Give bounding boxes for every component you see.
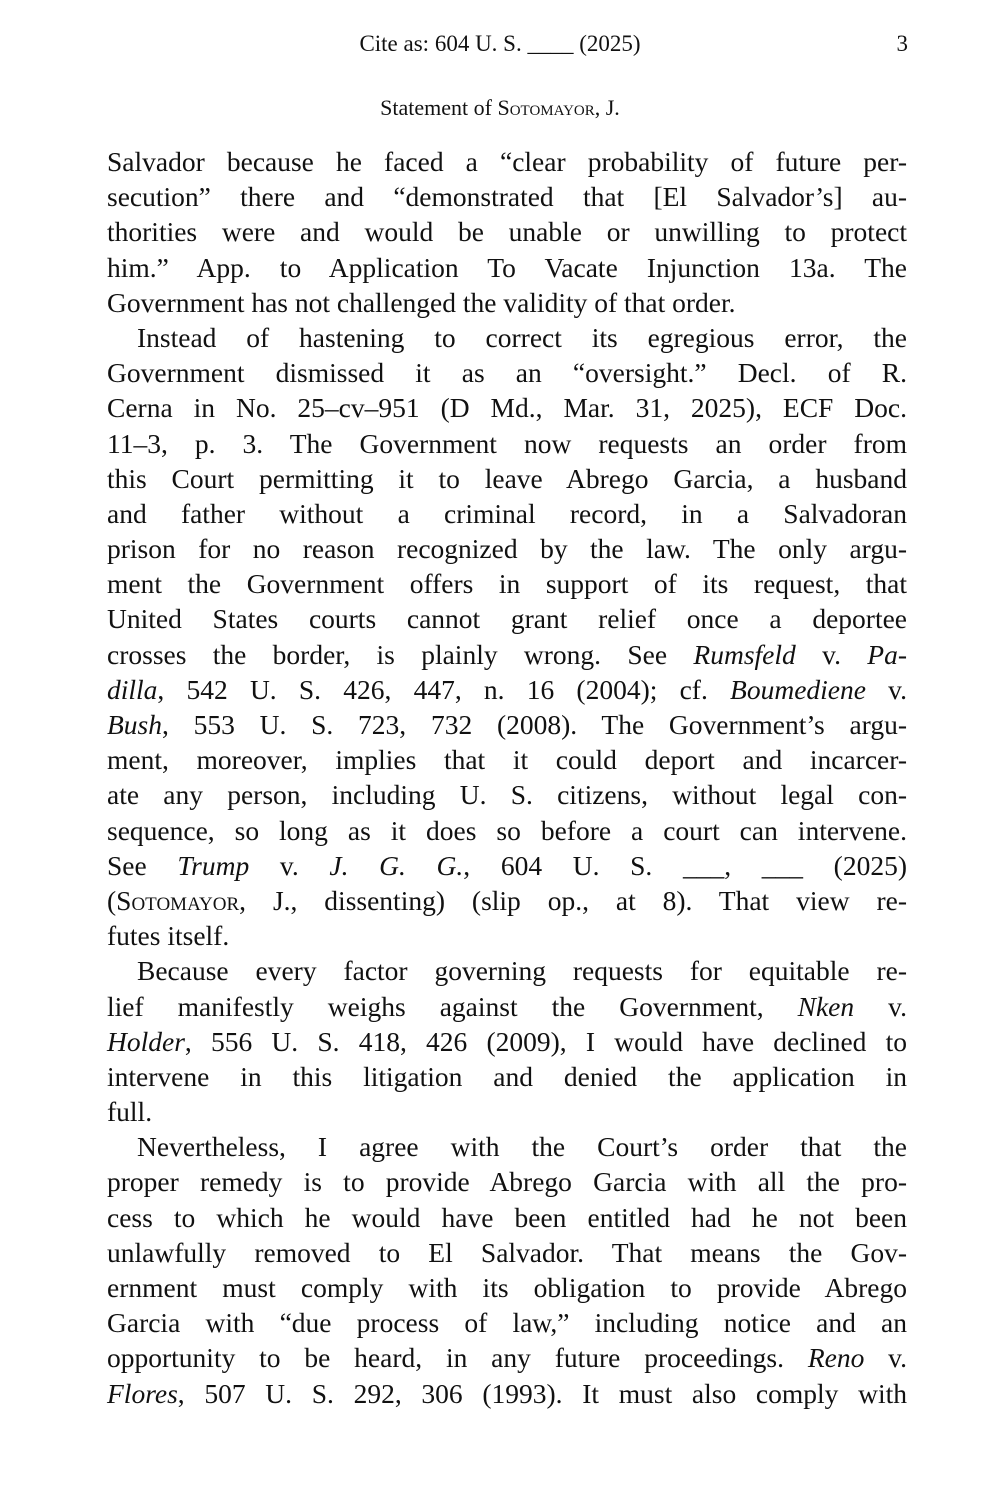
text-line: [107, 1376, 907, 1411]
text-line: full.: [107, 1096, 153, 1128]
line-segment: , 556 U. S. 418, 426 (2009), I would have declined to: [184, 1025, 907, 1057]
text-line: [107, 848, 907, 883]
text-line: [107, 707, 907, 742]
text-line: ment, moreover, implies that it could deport and incarcer-: [107, 744, 907, 776]
justice-name: Sotomayor: [497, 95, 595, 120]
text-line: [107, 883, 907, 918]
line-segment: v.: [249, 849, 330, 881]
citation-header: Cite as: 604 U. S. ____ (2025): [359, 31, 641, 56]
text-line: Salvador because he faced a “clear probability of future per-: [107, 146, 907, 177]
text-line: thorities were and would be unable or unwilling to protect: [107, 216, 907, 248]
line-segment: , 542 U. S. 426, 447, n. 16 (2004); cf.: [157, 673, 731, 705]
text-line: prison for no reason recognized by the law. The only argu-: [107, 533, 907, 565]
text-line: Government has not challenged the validity of that order.: [107, 286, 736, 318]
text-line: [107, 989, 907, 1024]
case-name: Flores: [107, 1377, 178, 1409]
text-line: [107, 637, 907, 672]
text-line: ernment must comply with its obligation to provide Abrego: [107, 1272, 907, 1303]
case-name: J. G. G.: [329, 849, 464, 881]
case-name: Holder: [107, 1025, 185, 1057]
case-name: dilla: [107, 673, 158, 705]
case-name: Trump: [177, 849, 250, 881]
opinion-body: [107, 144, 907, 1411]
text-line: intervene in this litigation and denied the application in: [107, 1060, 907, 1092]
text-line: futes itself.: [107, 920, 230, 952]
text-line: sequence, so long as it does so before a court can intervene.: [107, 814, 907, 846]
text-line: unlawfully removed to El Salvador. That means the Gov-: [107, 1236, 907, 1268]
line-segment: , 604 U. S. ___, ___ (2025): [463, 849, 907, 881]
line-segment: v.: [795, 638, 868, 670]
case-name: Pa-: [867, 638, 907, 670]
line-segment: , J., dissenting) (slip op., at 8). That view re-: [239, 884, 907, 916]
case-name: Boumediene: [730, 673, 866, 705]
statement-suffix: , J.: [594, 95, 620, 120]
case-name: Rumsfeld: [693, 638, 796, 670]
statement-header: [0, 93, 1000, 123]
case-name: Bush: [107, 709, 162, 740]
line-segment: v.: [854, 990, 907, 1022]
text-line: Because every factor governing requests for equitable re-: [137, 955, 907, 987]
text-line: Nevertheless, I agree with the Court’s order that the: [137, 1131, 907, 1163]
line-segment: , 553 U. S. 723, 732 (2008). The Government’s argu-: [162, 709, 907, 740]
text-line: cess to which he would have been entitled had he not been: [107, 1201, 907, 1233]
case-name: Reno: [807, 1342, 865, 1374]
line-segment: lief manifestly weighs against the Government,: [107, 990, 798, 1022]
line-segment: , 507 U. S. 292, 306 (1993). It must also comply with: [177, 1377, 907, 1409]
text-line: Cerna in No. 25–cv–951 (D Md., Mar. 31, 2025), ECF Doc.: [107, 392, 907, 424]
page-number: 3: [896, 31, 908, 56]
text-line: secution” there and “demonstrated that [El Salvador’s] au-: [107, 181, 907, 213]
case-name: Nken: [797, 990, 855, 1022]
text-line: ment the Government offers in support of its request, that: [107, 568, 907, 600]
justice-name: Sotomayor: [116, 884, 240, 916]
text-line: [107, 1340, 907, 1375]
statement-prefix: Statement of: [380, 95, 498, 120]
text-line: ate any person, including U. S. citizens, without legal con-: [107, 779, 907, 811]
text-line: and father without a criminal record, in a Salvadoran: [107, 497, 907, 529]
line-segment: opportunity to be heard, in any future proceedings.: [107, 1342, 808, 1374]
line-segment: v.: [864, 1342, 908, 1374]
text-line: proper remedy is to provide Abrego Garcia with all the pro-: [107, 1166, 907, 1198]
line-segment: See: [107, 849, 178, 881]
text-line: [107, 672, 907, 707]
text-line: this Court permitting it to leave Abrego Garcia, a husband: [107, 462, 907, 494]
text-line: 11–3, p. 3. The Government now requests an order from: [107, 427, 907, 459]
text-line: Government dismissed it as an “oversight.” Decl. of R.: [107, 357, 907, 389]
text-line: [107, 1024, 907, 1059]
text-line: Garcia with “due process of law,” including notice and an: [107, 1307, 907, 1339]
line-segment: crosses the border, is plainly wrong. See: [107, 638, 694, 670]
line-segment: v.: [865, 673, 907, 705]
text-line: Instead of hastening to correct its egregious error, the: [137, 321, 907, 353]
text-line: him.” App. to Application To Vacate Injunction 13a. The: [107, 251, 907, 283]
line-segment: (: [107, 884, 117, 916]
text-line: United States courts cannot grant relief once a deportee: [107, 603, 907, 635]
